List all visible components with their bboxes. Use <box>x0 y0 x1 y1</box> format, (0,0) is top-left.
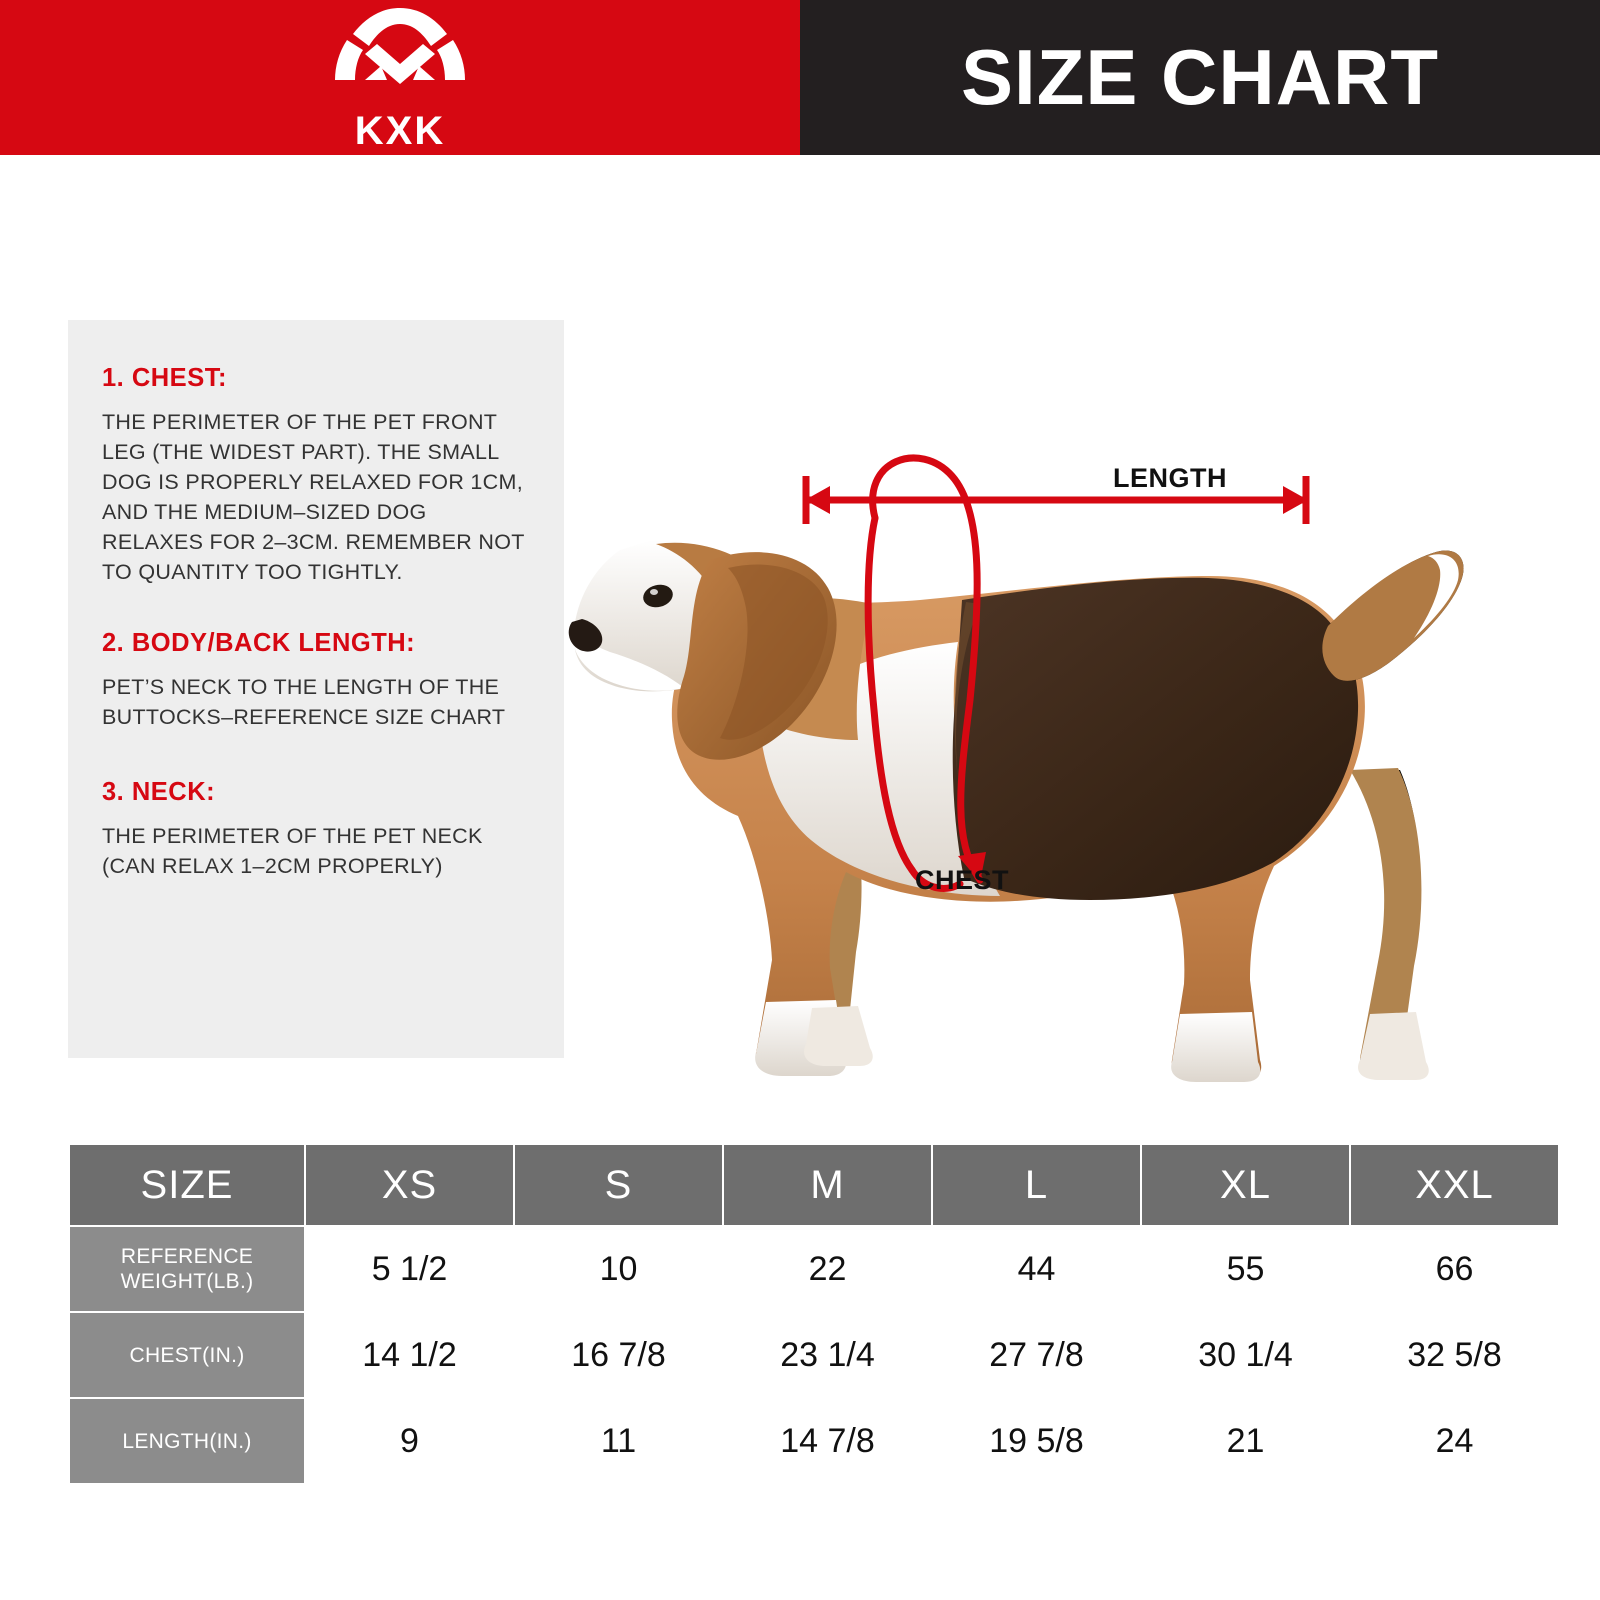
row-label-length: LENGTH(IN.) <box>69 1398 305 1484</box>
instruction-heading-neck: 3. NECK: <box>102 778 216 806</box>
page-header <box>0 0 1600 155</box>
cell-length-l: 19 5/8 <box>932 1398 1141 1484</box>
title-banner <box>800 0 1600 155</box>
header-cell-xxl: XXL <box>1350 1144 1559 1226</box>
cell-length-m: 14 7/8 <box>723 1398 932 1484</box>
brand-wordmark: KXK <box>354 109 446 153</box>
kxk-logo-icon <box>305 4 495 109</box>
cell-length-xxl: 24 <box>1350 1398 1559 1484</box>
brand-banner <box>0 0 800 155</box>
table-row <box>69 1312 1559 1398</box>
table-row <box>69 1226 1559 1312</box>
brand-logo <box>305 4 495 151</box>
cell-length-xl: 21 <box>1141 1398 1350 1484</box>
header-cell-xl: XL <box>1141 1144 1350 1226</box>
header-cell-size: SIZE <box>69 1144 305 1226</box>
measurement-instructions-panel <box>68 320 564 1058</box>
header-cell-m: M <box>723 1144 932 1226</box>
cell-weight-l: 44 <box>932 1226 1141 1312</box>
instruction-body-length: PET’S NECK TO THE LENGTH OF THE BUTTOCKS–REFERENCE SIZE CHART <box>102 675 506 729</box>
cell-weight-xxl: 66 <box>1350 1226 1559 1312</box>
row-label-reference-weight <box>69 1226 305 1312</box>
cell-chest-xl: 30 1/4 <box>1141 1312 1350 1398</box>
row-label-line1: REFERENCE <box>120 1245 254 1268</box>
row-label-chest: CHEST(IN.) <box>69 1312 305 1398</box>
dog-measurement-diagram <box>560 300 1560 1100</box>
instruction-body-neck: THE PERIMETER OF THE PET NECK (CAN RELAX 1–2CM PROPERLY) <box>102 824 483 878</box>
table-row <box>69 1398 1559 1484</box>
header-cell-l: L <box>932 1144 1141 1226</box>
cell-chest-s: 16 7/8 <box>514 1312 723 1398</box>
row-label-line2: WEIGHT(LB.) <box>120 1270 254 1293</box>
instruction-heading-length: 2. BODY/BACK LENGTH: <box>102 629 416 657</box>
cell-chest-xs: 14 1/2 <box>305 1312 514 1398</box>
page-title: SIZE CHART <box>961 33 1439 121</box>
cell-length-xs: 9 <box>305 1398 514 1484</box>
cell-chest-xxl: 32 5/8 <box>1350 1312 1559 1398</box>
cell-weight-m: 22 <box>723 1226 932 1312</box>
cell-weight-xl: 55 <box>1141 1226 1350 1312</box>
instruction-body-chest: THE PERIMETER OF THE PET FRONT LEG (THE WIDEST PART). THE SMALL DOG IS PROPERLY RELAXED FOR 1CM, AND THE MEDIUM–SIZED DOG RELAXES FOR 2–3CM. REMEMBER NOT TO QUANTITY TOO TIGHTLY. <box>102 410 525 584</box>
instruction-heading-chest: 1. CHEST: <box>102 364 227 392</box>
cell-chest-l: 27 7/8 <box>932 1312 1141 1398</box>
cell-weight-xs: 5 1/2 <box>305 1226 514 1312</box>
size-table-wrapper <box>68 1143 1532 1485</box>
cell-chest-m: 23 1/4 <box>723 1312 932 1398</box>
size-chart-table <box>68 1143 1560 1485</box>
cell-weight-s: 10 <box>514 1226 723 1312</box>
header-cell-s: S <box>514 1144 723 1226</box>
header-cell-xs: XS <box>305 1144 514 1226</box>
beagle-dog-illustration <box>560 300 1560 1100</box>
cell-length-s: 11 <box>514 1398 723 1484</box>
chest-measure-label: CHEST <box>915 865 1010 895</box>
length-measure-label: LENGTH <box>1113 463 1227 493</box>
table-header-row <box>69 1144 1559 1226</box>
